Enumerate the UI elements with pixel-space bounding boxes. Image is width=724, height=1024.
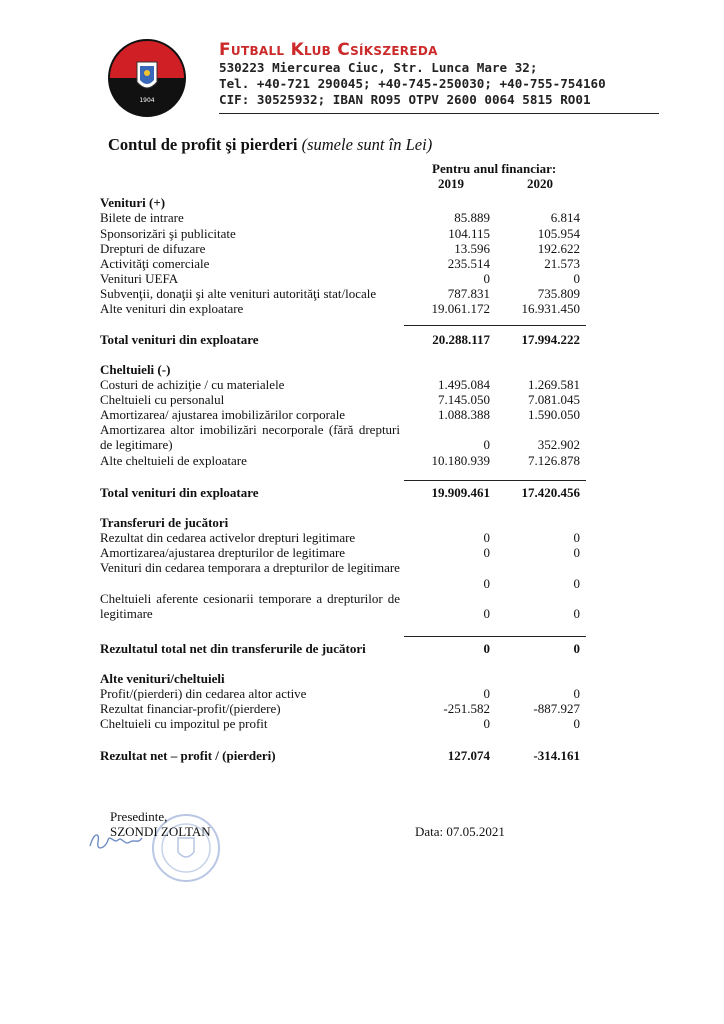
total-row [100,641,580,657]
value-2019: 0 [483,271,490,286]
club-phones: Tel. +40-721 290045; +40-745-250030; +40-755-754160 [219,76,606,91]
total-2019: 0 [483,641,490,656]
period-label: Pentru anul financiar: [432,161,557,176]
heading-label: Cheltuieli (-) [100,362,171,377]
total-row [100,332,580,348]
value-2020: 7.126.878 [528,453,580,468]
table-row [100,210,580,226]
total-2020: 0 [573,641,580,656]
table-row [100,256,580,272]
row-label: Venituri UEFA [100,271,179,286]
row-label: Amortizarea/ ajustarea imobilizărilor corporale [100,407,346,422]
section-transferuri-heading [100,515,580,531]
club-name: Futball Klub Csíkszereda [219,40,438,60]
value-2019: 104.115 [448,226,490,241]
table-row [100,453,580,469]
row-label: Amortizarea/ajustarea drepturilor de legitimare [100,545,346,560]
total-rule [404,636,586,637]
value-2019: 7.145.050 [438,392,490,407]
value-2019: 13.596 [454,241,490,256]
value-2019: 1.495.084 [438,377,490,392]
wrapped-row-label: Amortizarea altor imobilizări necorporale (fără drepturi de legitimare) [100,422,400,452]
total-row [100,485,580,501]
club-crest-logo [107,38,187,118]
document-date: Data: 07.05.2021 [415,824,505,839]
net-result-row [100,748,580,764]
table-row [100,716,580,732]
value-2020: 21.573 [544,256,580,271]
section-alte-heading [100,671,580,687]
total-label: Total venituri din exploatare [100,485,259,500]
value-2019: 0 [483,545,490,560]
total-rule [404,480,586,481]
value-2019: 0 [483,606,490,621]
value-2020: 7.081.045 [528,392,580,407]
table-row [100,545,580,561]
signatory-role: Presedinte, [110,809,168,824]
value-2019: 0 [483,716,490,731]
value-2020: -887.927 [533,701,580,716]
value-2019: 787.831 [447,286,490,301]
table-row [100,437,580,453]
value-2019: -251.582 [443,701,490,716]
value-2020: 0 [573,271,580,286]
heading-label: Alte venituri/cheltuieli [100,671,225,686]
net-2019: 127.074 [447,748,490,763]
table-row [100,377,580,393]
table-row [100,701,580,717]
value-2019: 19.061.172 [431,301,490,316]
title-unit-note: (sumele sunt în Lei) [301,135,433,154]
total-2019: 19.909.461 [431,485,490,500]
row-label: Rezultat financiar-profit/(pierdere) [100,701,281,716]
table-row [100,301,580,317]
row-label: Alte cheltuieli de exploatare [100,453,247,468]
table-row [100,271,580,287]
total-2020: 17.420.456 [521,485,580,500]
value-2020: 105.954 [537,226,580,241]
club-address: 530223 Miercurea Ciuc, Str. Lunca Mare 32; [219,60,538,75]
value-2020: 0 [573,686,580,701]
value-2020: 0 [573,545,580,560]
total-label: Rezultatul total net din transferurile de jucători [100,641,366,656]
table-row [100,606,580,622]
row-label: Rezultat din cedarea activelor drepturi legitimare [100,530,356,545]
table-row [100,286,580,302]
value-2019: 10.180.939 [431,453,490,468]
year-2019-header: 2019 [438,176,464,191]
header-rule [219,113,659,114]
heading-label: Venituri (+) [100,195,166,210]
table-row [100,241,580,257]
wrapped-row-label: Cheltuieli aferente cesionarii temporare a drepturilor de legitimare [100,591,400,621]
table-row [100,686,580,702]
value-2019: 0 [483,530,490,545]
row-label: Drepturi de difuzare [100,241,206,256]
section-cheltuieli-heading [100,362,580,378]
table-row [100,576,580,592]
net-2020: -314.161 [533,748,580,763]
row-label: Cheltuieli cu impozitul pe profit [100,716,268,731]
row-label: Subvenţii, donaţii şi alte venituri autorităţi stat/locale [100,286,377,301]
row-label: Bilete de intrare [100,210,184,225]
value-2020: 0 [573,530,580,545]
value-2019: 0 [483,437,490,452]
value-2020: 352.902 [537,437,580,452]
value-2019: 0 [483,686,490,701]
value-2020: 735.809 [537,286,580,301]
net-label: Rezultat net – profit / (pierderi) [100,748,276,763]
heading-label: Transferuri de jucători [100,515,229,530]
table-row [100,407,580,423]
row-label: Cheltuieli cu personalul [100,392,225,407]
club-ids: CIF: 30525932; IBAN RO95 OTPV 2600 0064 5815 RO01 [219,92,591,107]
value-2020: 0 [573,576,580,591]
value-2019: 85.889 [454,210,490,225]
value-2020: 16.931.450 [521,301,580,316]
title-main: Contul de profit şi pierderi [108,135,298,154]
table-row [100,530,580,546]
row-label: Costuri de achiziţie / cu materialele [100,377,285,392]
value-2019: 0 [483,576,490,591]
value-2019: 1.088.388 [438,407,490,422]
value-2020: 1.590.050 [528,407,580,422]
value-2020: 6.814 [550,210,580,225]
statement-title [108,135,432,155]
row-label: Profit/(pierderi) din cedarea altor active [100,686,307,701]
value-2020: 1.269.581 [528,377,580,392]
logo-year: 1904 [139,97,155,104]
signatory-name: SZONDI ZOLTAN [110,824,211,839]
total-label: Total venituri din exploatare [100,332,259,347]
table-row [100,226,580,242]
section-venituri-heading [100,195,580,211]
row-label: Alte venituri din exploatare [100,301,244,316]
value-2019: 235.514 [447,256,490,271]
year-2020-header: 2020 [527,176,553,191]
total-2020: 17.994.222 [521,332,580,347]
total-2019: 20.288.117 [432,332,490,347]
row-label: Sponsorizări şi publicitate [100,226,236,241]
value-2020: 0 [573,716,580,731]
table-row [100,392,580,408]
total-rule [404,325,586,326]
value-2020: 0 [573,606,580,621]
row-label: Activităţi comerciale [100,256,210,271]
value-2020: 192.622 [537,241,580,256]
wrapped-row-label: Venituri din cedarea temporara a drepturilor de legitimare [100,560,400,575]
